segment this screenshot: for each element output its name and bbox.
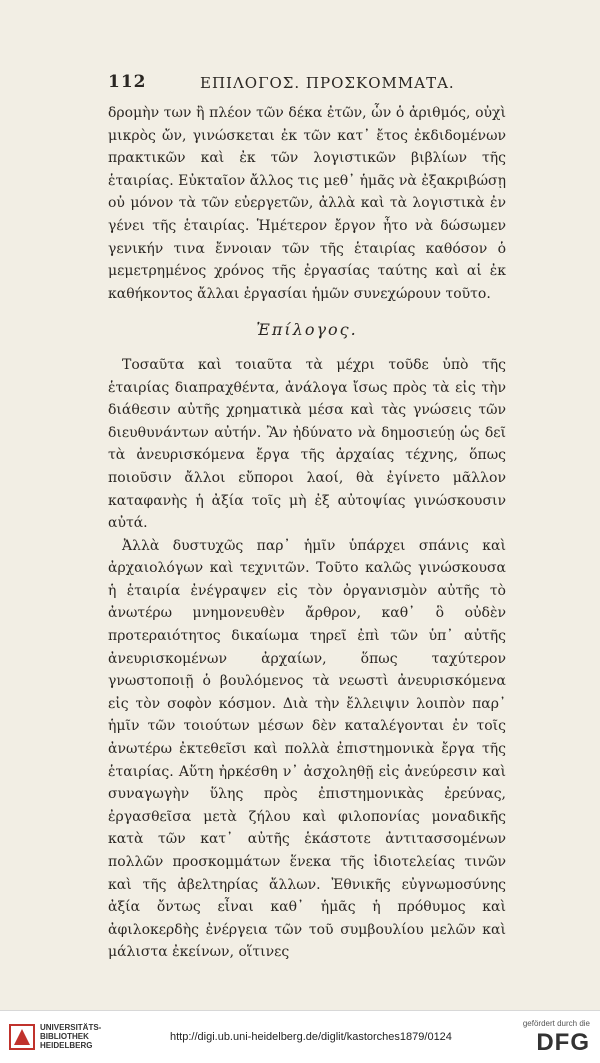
dfg-logo: DFG bbox=[536, 1029, 590, 1056]
viewer-footer bbox=[0, 1010, 600, 1063]
page-body bbox=[108, 102, 506, 964]
library-name: UNIVERSITÄTS- BIBLIOTHEK HEIDELBERG bbox=[40, 1023, 102, 1050]
page-number: 112 bbox=[108, 72, 147, 92]
page-header bbox=[108, 72, 500, 98]
running-head: ΕΠΙΛΟΓΟΣ. ΠΡΟΣΚΟΜΜΑΤΑ. bbox=[200, 74, 455, 92]
university-library-logo-icon bbox=[8, 1023, 36, 1051]
permalink[interactable]: http://digi.ub.uni-heidelberg.de/diglit/kastorches1879/0124 bbox=[170, 1031, 452, 1043]
paragraph: Τοσαῦτα καὶ τοιαῦτα τὰ μέχρι τοῦδε ὑπὸ τῆς ἑταιρίας διαπραχθέντα, ἀνάλογα ἴσως πρὸς τὰ εἰς τὴν διάθεσιν αὐτῆς χρηματικὰ μέσα καὶ τὰς γνώσεις τῶν διευθυνάντων αὐτήν. Ἂν ἠδύνατο νὰ δημοσιεύῃ ὡς δεῖ τὰ ἀνευρισκόμενα ἔργα τῆς ἀρχαίας τέχνης, ὅπως ποιοῦσιν ἄλλοι εὔποροι λαοί, θὰ ἐγίνετο μᾶλλον καταφανὴς ἡ ἀξία τοῖς μὴ ἐξ αὐτοψίας γινώσκουσιν αὐτά. bbox=[108, 356, 506, 532]
paragraph: Ἀλλὰ δυστυχῶς παρ᾽ ἡμῖν ὑπάρχει σπάνις καὶ ἀρχαιολόγων καὶ τεχνιτῶν. Τοῦτο καλῶς γινώσκουσα ἡ ἑταιρία ἐνέγραψεν εἰς τὸν ὀργανισμὸν αὐτῆς τὸ ἀνωτέρω μνημονευθὲν ἄρθρον, καθ᾽ ὃ οὐδὲν προτεραιότητος δικαίωμα τηρεῖ ἐπὶ τῶν ὑπ᾽ αὐτῆς ἀνευρισκομένων ἀρχαίων, ὅπως ταχύτερον γνωστοποιῇ ὁ βουλόμενος τὰ νεωστὶ ἀνευρισκόμενα εἰς τὸν σοφὸν κόσμον. Διὰ τὴν ἔλλειψιν λοιπὸν παρ᾽ ἡμῖν τῶν τοιούτων μέσων δὲν καταλέγονται ἐν τοῖς ἀνωτέρω ἐκτεθεῖσι καὶ πολλὰ ἐπιστημονικὰ ἔργα τῆς ἑταιρίας. Αὕτη ἠρκέσθη ν᾽ ἀσχοληθῇ εἰς ἀνεύρεσιν καὶ συναγωγὴν ὕλης πρὸς ἐπιστημονικὰς ἐρεύνας, ἐργασθεῖσα μετὰ ζήλου καὶ φιλοπονίας μοναδικῆς κατὰ τῶν κατ᾽ αὐτῆς ἑκάστοτε ἀντιτασσομένων πολλῶν προσκομμάτων ἕνεκα τῆς ἰδιοτελείας τινῶν καὶ τῆς ἀβελτηρίας ἄλλων. Ἐθνικῆς εὐγνωμοσύνης ἀξία ὄντως εἶναι καθ᾽ ἡμᾶς ἡ πρόθυμος καὶ ἀφιλοκερδὴς ἐνέργεια τῶν τοῦ συμβουλίου μελῶν καὶ μάλιστα ἐκείνων, οἵτινες bbox=[108, 537, 506, 961]
funded-by-label: gefördert durch die bbox=[522, 1019, 590, 1028]
section-title: Ἐπίλογος. bbox=[256, 320, 358, 340]
paragraph: δρομὴν των ἢ πλέον τῶν δέκα ἐτῶν, ὧν ὁ ἀριθμός, οὐχὶ μικρὸς ὤν, γινώσκεται ἐκ τῶν κατ᾽ ἔτος ἐκδιδομένων πρακτικῶν καὶ ἐκ τῶν λογιστικῶν βιβλίων τῆς ἑταιρίας. Εὐκταῖον ἄλλος τις μεθ᾽ ἡμᾶς νὰ ἐξακριβώσῃ οὐ μόνον τὰ τῶν εὐεργετῶν, ἀλλὰ καὶ τὰ λογιστικὰ ἐν γένει τῆς ἑταιρίας. Ἡμέτερον ἔργον ἦτο νὰ δώσωμεν γενικήν τινα ἔννοιαν τῶν τῆς ἑταιρίας καθόσον ὁ μεμετρημένος χρόνος τῆς ἐργασίας ταύτης καὶ αἱ ἐκ καθήκοντος ἄλλαι ἐργασίαι ἡμῶν συνεχώρουν τοῦτο. bbox=[108, 105, 506, 302]
